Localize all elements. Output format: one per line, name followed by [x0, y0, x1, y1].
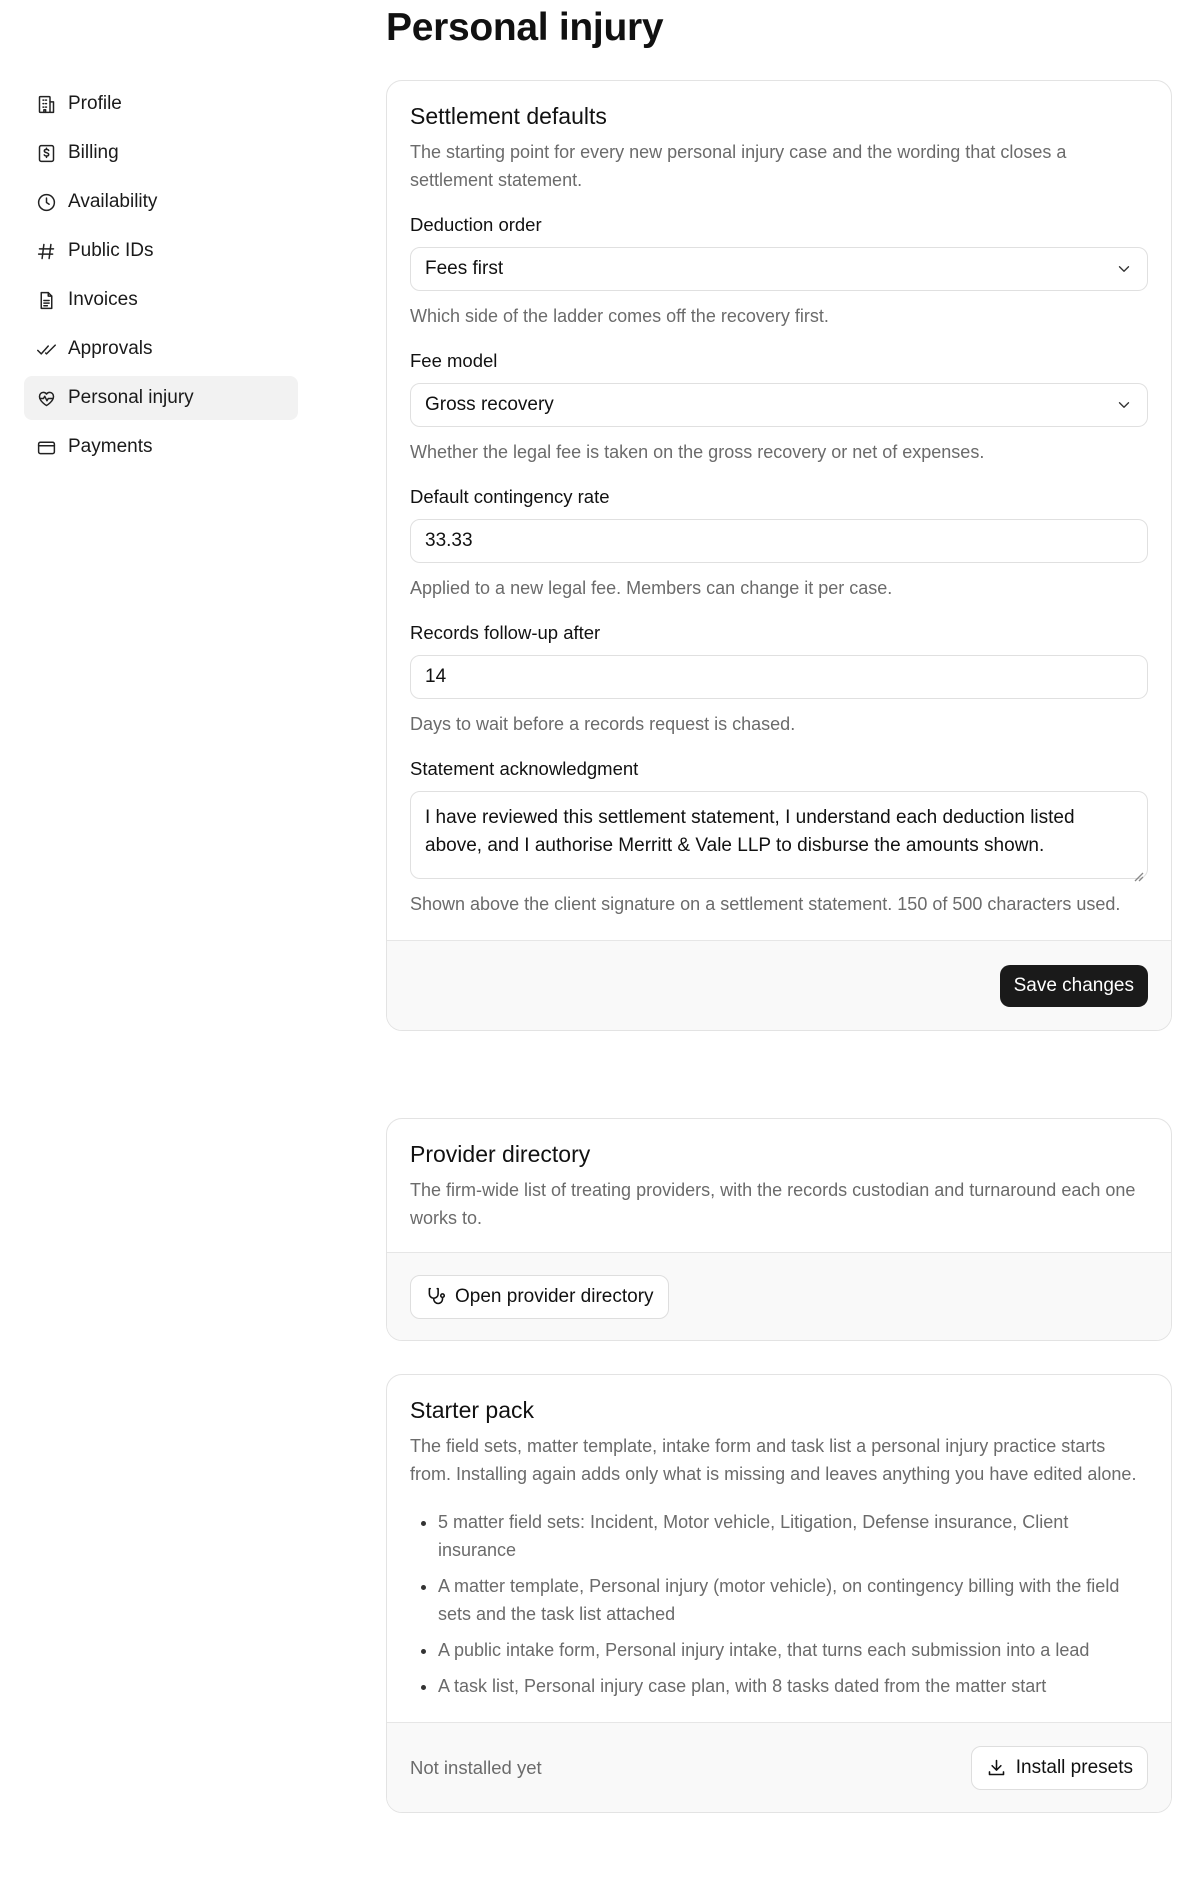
sidebar-item-label: Billing	[68, 142, 119, 163]
provider-directory-card	[386, 1118, 1172, 1341]
button-label: Open provider directory	[455, 1285, 654, 1307]
install-status: Not installed yet	[410, 1756, 542, 1778]
card-title: Starter pack	[410, 1397, 534, 1423]
sidebar-item-billing[interactable]	[24, 131, 298, 175]
sidebar-item-label: Personal injury	[68, 387, 194, 408]
fee-model-select[interactable]	[410, 383, 1148, 427]
card-title: Provider directory	[410, 1141, 591, 1167]
stethoscope-icon	[425, 1286, 447, 1308]
resize-handle-icon[interactable]	[1132, 863, 1144, 875]
card-footer	[387, 940, 1171, 1030]
deduction-order-label: Deduction order	[410, 214, 542, 235]
contingency-rate-label: Default contingency rate	[410, 486, 610, 507]
card-title: Settlement defaults	[410, 103, 607, 129]
settings-sidebar	[24, 82, 298, 474]
records-followup-input[interactable]	[410, 655, 1148, 699]
sidebar-item-label: Approvals	[68, 338, 153, 359]
deduction-order-value: Fees first	[425, 258, 504, 279]
sidebar-item-label: Public IDs	[68, 240, 154, 261]
card-footer	[387, 1252, 1171, 1340]
install-presets-button[interactable]	[971, 1746, 1148, 1790]
contingency-rate-input[interactable]	[410, 519, 1148, 563]
sidebar-item-availability[interactable]	[24, 180, 298, 224]
sidebar-item-personal-injury[interactable]	[24, 376, 298, 420]
fee-model-value: Gross recovery	[425, 394, 554, 415]
sidebar-item-invoices[interactable]	[24, 278, 298, 322]
sidebar-item-public-ids[interactable]	[24, 229, 298, 273]
download-icon	[986, 1757, 1008, 1779]
open-provider-directory-button[interactable]	[410, 1275, 669, 1319]
sidebar-item-profile[interactable]	[24, 82, 298, 126]
save-changes-button[interactable]: Save changes	[1000, 965, 1148, 1007]
card-description: The starting point for every new personal injury case and the wording that closes a settlement statement.	[410, 142, 1067, 190]
acknowledgment-label: Statement acknowledgment	[410, 758, 639, 779]
acknowledgment-textarea[interactable]	[410, 791, 1148, 879]
card-description: The firm-wide list of treating providers, with the records custodian and turnaround each one works to.	[410, 1180, 1136, 1228]
acknowledgment-hint: Shown above the client signature on a settlement statement. 150 of 500 characters used.	[410, 894, 1121, 914]
dollar-receipt-icon	[35, 142, 57, 164]
hash-icon	[35, 240, 57, 262]
card-description: The field sets, matter template, intake form and task list a personal injury practice starts from. Installing again adds only what is missing and leaves anything you have edited alone.	[410, 1436, 1137, 1484]
list-item: • A public intake form, Personal injury intake, that turns each submission into a lead	[438, 1636, 1148, 1664]
heart-pulse-icon	[35, 387, 57, 409]
records-followup-hint: Days to wait before a records request is chased.	[410, 714, 796, 734]
sidebar-item-label: Profile	[68, 93, 122, 114]
deduction-order-select[interactable]	[410, 247, 1148, 291]
clock-icon	[35, 191, 57, 213]
credit-card-icon	[35, 436, 57, 458]
page-title: Personal injury	[386, 6, 664, 49]
sidebar-item-label: Payments	[68, 436, 153, 457]
sidebar-item-payments[interactable]	[24, 425, 298, 469]
records-followup-value: 14	[425, 666, 447, 687]
chevron-down-icon	[1115, 396, 1133, 414]
list-item: • 5 matter field sets: Incident, Motor vehicle, Litigation, Defense insurance, Client insurance	[438, 1508, 1148, 1564]
sidebar-item-label: Availability	[68, 191, 158, 212]
building-icon	[35, 93, 57, 115]
document-icon	[35, 289, 57, 311]
starter-pack-card	[386, 1374, 1172, 1813]
chevron-down-icon	[1115, 260, 1133, 278]
fee-model-label: Fee model	[410, 350, 498, 371]
sidebar-item-label: Invoices	[68, 289, 138, 310]
starter-pack-list	[410, 1508, 1148, 1700]
contingency-rate-hint: Applied to a new legal fee. Members can change it per case.	[410, 578, 893, 598]
contingency-rate-value: 33.33	[425, 530, 473, 551]
deduction-order-hint: Which side of the ladder comes off the recovery first.	[410, 306, 829, 326]
list-item: • A task list, Personal injury case plan, with 8 tasks dated from the matter start	[438, 1672, 1148, 1700]
sidebar-item-approvals[interactable]	[24, 327, 298, 371]
acknowledgment-value: I have reviewed this settlement statement, I understand each deduction listed above, and I authorise Merritt & Vale LLP to disburse the amounts shown.	[425, 807, 1075, 856]
card-footer	[387, 1722, 1171, 1812]
list-item: • A matter template, Personal injury (motor vehicle), on contingency billing with the field sets and the task list attached	[438, 1572, 1148, 1628]
button-label: Install presets	[1015, 1756, 1133, 1778]
records-followup-label: Records follow-up after	[410, 622, 601, 643]
settlement-defaults-card	[386, 80, 1172, 1031]
fee-model-hint: Whether the legal fee is taken on the gross recovery or net of expenses.	[410, 442, 985, 462]
double-check-icon	[35, 338, 57, 360]
